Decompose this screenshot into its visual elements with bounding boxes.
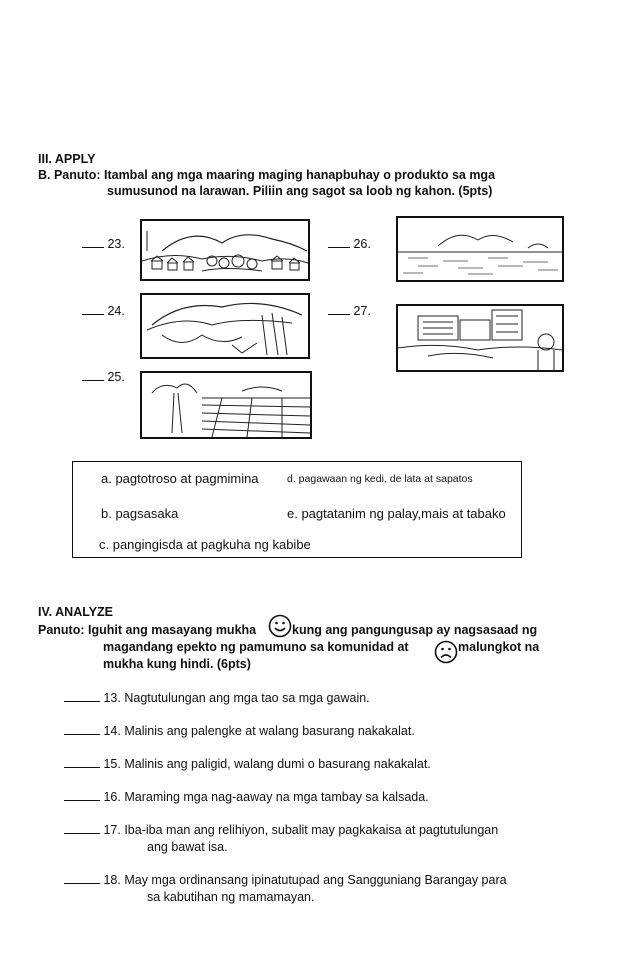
sad-face-icon <box>434 640 458 664</box>
directions-line2-part2: malungkot na <box>458 640 540 654</box>
choice-e: e. pagtatanim ng palay,mais at tabako <box>287 506 506 521</box>
item-13 <box>64 691 370 705</box>
section-4-heading: IV. ANALYZE <box>38 605 114 619</box>
item-text: 15. Malinis ang paligid, walang dumi o basurang nakakalat. <box>103 757 431 771</box>
answer-blank[interactable] <box>82 246 104 248</box>
item-24 <box>82 304 125 318</box>
directions-line2-part1: magandang epekto ng pamumuno sa komunidad at <box>103 640 409 654</box>
item-18-continuation: sa kabutihan ng mamamayan. <box>147 890 315 904</box>
item-number: 24. <box>107 304 125 318</box>
picture-24-forest-mountain <box>140 293 310 359</box>
answer-blank[interactable] <box>64 700 100 702</box>
answer-blank[interactable] <box>64 799 100 801</box>
item-number: 25. <box>107 370 125 384</box>
answer-blank[interactable] <box>64 733 100 735</box>
item-text: 17. Iba-iba man ang relihiyon, subalit may pagkakaisa at pagtutulungan <box>103 823 499 837</box>
directions-line1-part2: kung ang pangungusap ay nagsasaad ng <box>292 623 538 637</box>
answer-blank[interactable] <box>64 766 100 768</box>
choices-box <box>72 461 522 558</box>
item-number: 23. <box>107 237 125 251</box>
item-17-continuation: ang bawat isa. <box>147 840 228 854</box>
choice-a: a. pagtotroso at pagmimina <box>101 471 259 486</box>
item-25 <box>82 370 125 384</box>
happy-face-icon <box>268 614 292 638</box>
picture-25-rice-field <box>140 371 312 439</box>
item-27 <box>328 304 371 318</box>
item-number: 26. <box>353 237 371 251</box>
directions-lead: B. Panuto: <box>38 168 101 182</box>
item-text: 18. May mga ordinansang ipinatutupad ang Sangguniang Barangay para <box>103 873 507 887</box>
item-text: 13. Nagtutulungan ang mga tao sa mga gawain. <box>103 691 370 705</box>
picture-26-sea-coast <box>396 216 564 282</box>
section-3-directions <box>38 168 495 182</box>
item-17 <box>64 823 498 837</box>
directions-line1-part1: Iguhit ang masayang mukha <box>88 623 257 637</box>
section-3-directions-line2: sumusunod na larawan. Piliin ang sagot sa loob ng kahon. (5pts) <box>107 184 493 198</box>
answer-blank[interactable] <box>328 246 350 248</box>
item-15 <box>64 757 431 771</box>
item-text: 14. Malinis ang palengke at walang basurang nakakalat. <box>103 724 415 738</box>
choice-d: d. pagawaan ng kedi, de lata at sapatos <box>287 473 473 485</box>
answer-blank[interactable] <box>328 313 350 315</box>
item-18 <box>64 873 507 887</box>
answer-blank[interactable] <box>82 379 104 381</box>
item-number: 27. <box>353 304 371 318</box>
answer-blank[interactable] <box>82 313 104 315</box>
item-14 <box>64 724 415 738</box>
item-23 <box>82 237 125 251</box>
picture-23-village-hills <box>140 219 310 281</box>
directions-line3: mukha kung hindi. (6pts) <box>103 657 251 671</box>
answer-blank[interactable] <box>64 882 100 884</box>
item-text: 16. Maraming mga nag-aaway na mga tambay sa kalsada. <box>103 790 429 804</box>
section-3-heading: III. APPLY <box>38 152 96 166</box>
choice-c: c. pangingisda at pagkuha ng kabibe <box>99 537 311 552</box>
directions-line1: Itambal ang mga maaring maging hanapbuhay o produkto sa mga <box>103 168 496 182</box>
item-16 <box>64 790 429 804</box>
picture-27-factory-town <box>396 304 564 372</box>
choice-b: b. pagsasaka <box>101 506 179 521</box>
directions-lead: Panuto: <box>38 623 85 637</box>
section-4-directions-line1 <box>38 623 256 637</box>
item-26 <box>328 237 371 251</box>
answer-blank[interactable] <box>64 832 100 834</box>
